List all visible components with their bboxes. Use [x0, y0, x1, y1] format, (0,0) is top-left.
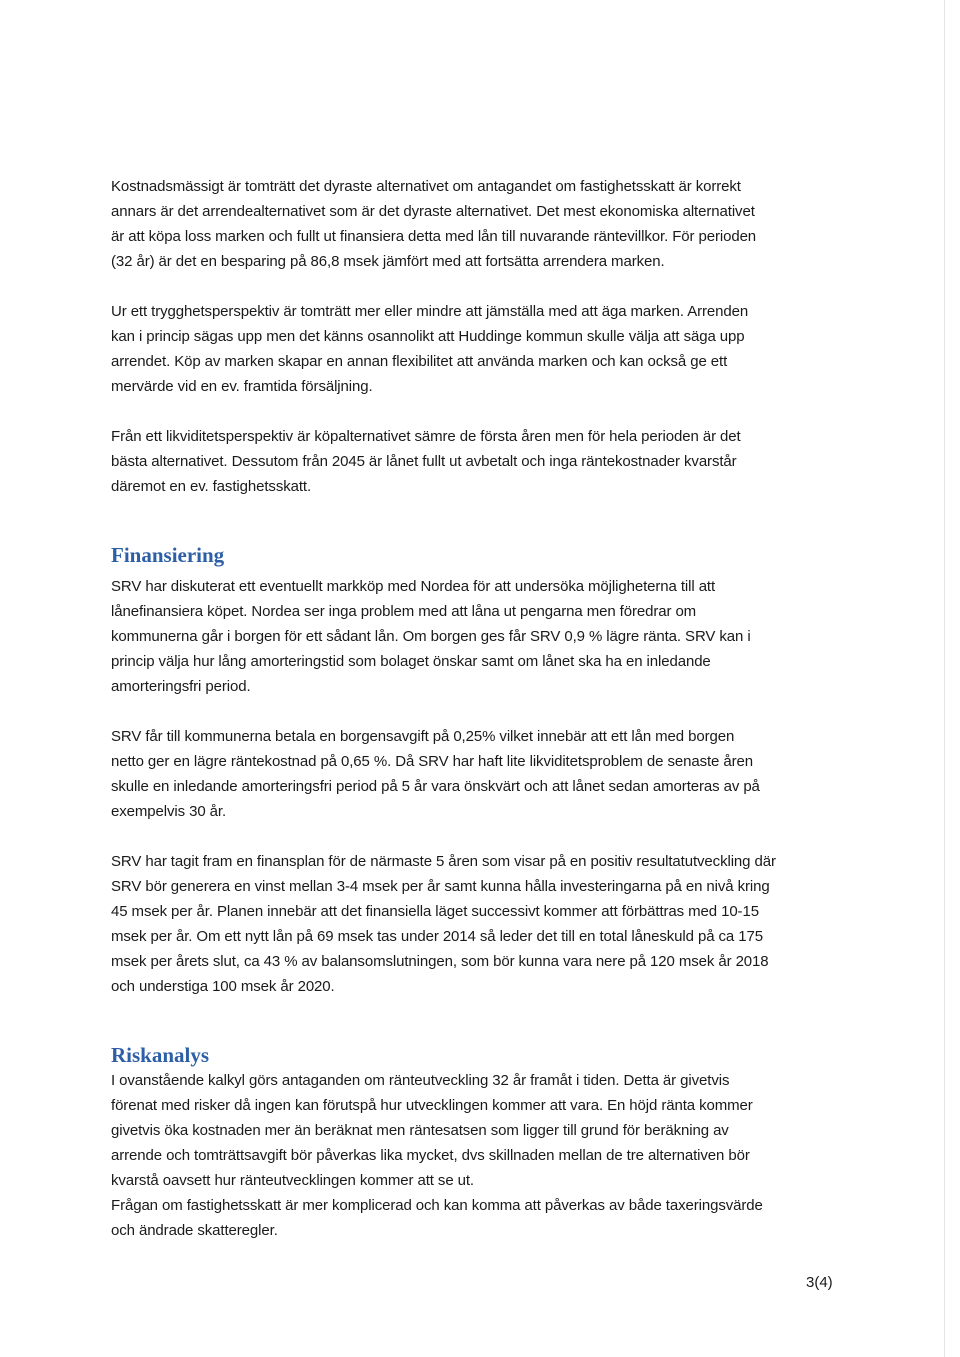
paragraph-liquidity-perspective [111, 424, 841, 499]
text-line: Frågan om fastighetsskatt är mer komplicerad och kan komma att påverkas av både taxeringsvärde [111, 1197, 763, 1214]
text-line: (32 år) är det en besparing på 86,8 msek jämfört med att fortsätta arrendera marken. [111, 253, 665, 270]
paragraph-security-perspective [111, 299, 841, 399]
text-line: däremot en ev. fastighetsskatt. [111, 478, 312, 495]
text-line: är att köpa loss marken och fullt ut finansiera detta med lån till nuvarande räntevillkor. För perioden [111, 228, 757, 245]
text-line: princip välja hur lång amorteringstid som bolaget önskar samt om lånet ska ha en inledande [111, 653, 711, 670]
page-edge-line [944, 0, 945, 1357]
page-number: 3(4) [806, 1274, 833, 1291]
text-line: Kostnadsmässigt är tomträtt det dyraste alternativet om antagandet om fastighetsskatt är korrekt [111, 178, 741, 195]
text-line: Ur ett trygghetsperspektiv är tomträtt mer eller mindre att jämställa med att äga marken. Arrenden [111, 303, 749, 320]
paragraph-financial-plan [111, 849, 841, 999]
text-line: netto ger en lägre räntekostnad på 0,65 %. Då SRV har haft lite likviditetsproblem de senaste åren [111, 753, 753, 770]
text-line: bästa alternativet. Dessutom från 2045 är lånet fullt ut avbetalt och inga räntekostnader kvarstår [111, 453, 737, 470]
text-line: arrendet. Köp av marken skapar en annan flexibilitet att använda marken och kan också ge ett [111, 353, 728, 370]
text-line: I ovanstående kalkyl görs antaganden om ränteutveckling 32 år framåt i tiden. Detta är givetvis [111, 1072, 730, 1089]
text-line: amorteringsfri period. [111, 678, 251, 695]
paragraph-cost-comparison [111, 174, 841, 274]
text-line: exempelvis 30 år. [111, 803, 227, 820]
paragraph-risk-analysis [111, 1068, 841, 1243]
paragraph-guarantee-fee [111, 724, 841, 824]
text-line: 45 msek per år. Planen innebär att det finansiella läget successivt kommer att förbättras med 10-15 [111, 903, 759, 920]
text-line: lånefinansiera köpet. Nordea ser inga problem med att låna ut pengarna men föredrar om [111, 603, 697, 620]
text-line: SRV får till kommunerna betala en borgensavgift på 0,25% vilket innebär att ett lån med borgen [111, 728, 735, 745]
text-line: kvarstå oavsett hur ränteutvecklingen kommer att se ut. [111, 1172, 475, 1189]
text-line: msek per år. Om ett nytt lån på 69 msek tas under 2014 så leder det till en total låneskuld på ca 175 [111, 928, 763, 945]
text-line: SRV bör generera en vinst mellan 3-4 msek per år samt kunna hålla investeringarna på en nivå kring [111, 878, 770, 895]
text-line: kommunerna går i borgen för ett sådant lån. Om borgen ges får SRV 0,9 % lägre ränta. SRV kan i [111, 628, 751, 645]
text-line: och understiga 100 msek år 2020. [111, 978, 335, 995]
text-line: SRV har tagit fram en finansplan för de närmaste 5 åren som visar på en positiv resultatutveckling där [111, 853, 776, 870]
text-line: SRV har diskuterat ett eventuellt markköp med Nordea för att undersöka möjligheterna till att [111, 578, 716, 595]
text-line: och ändrade skatteregler. [111, 1222, 278, 1239]
text-line: mervärde vid en ev. framtida försäljning. [111, 378, 373, 395]
text-line: Från ett likviditetsperspektiv är köpalternativet sämre de första åren men för hela perioden är det [111, 428, 741, 445]
text-line: arrende och tomträttsavgift bör påverkas lika mycket, dvs skillnaden mellan de tre alternativen bör [111, 1147, 750, 1164]
text-line: annars är det arrendealternativet som är det dyraste alternativet. Det mest ekonomiska alternativet [111, 203, 755, 220]
text-line: kan i princip sägas upp men det känns osannolikt att Huddinge kommun skulle välja att säga upp [111, 328, 745, 345]
text-line: msek per årets slut, ca 43 % av balansomslutningen, som bör kunna vara nere på 120 msek år 2018 [111, 953, 769, 970]
text-line: förenat med risker då ingen kan förutspå hur utvecklingen kommer att vara. En höjd ränta kommer [111, 1097, 753, 1114]
document-body [111, 174, 841, 1243]
text-line: skulle en inledande amorteringsfri period på 5 år vara önskvärt och att lånet sedan amorteras av på [111, 778, 760, 795]
text-line: givetvis öka kostnaden mer än beräknat men räntesatsen som ligger till grund för beräkning av [111, 1122, 729, 1139]
heading-riskanalys: Riskanalys [111, 1043, 210, 1067]
heading-finansiering: Finansiering [111, 543, 225, 567]
paragraph-financing-nordea [111, 574, 841, 699]
